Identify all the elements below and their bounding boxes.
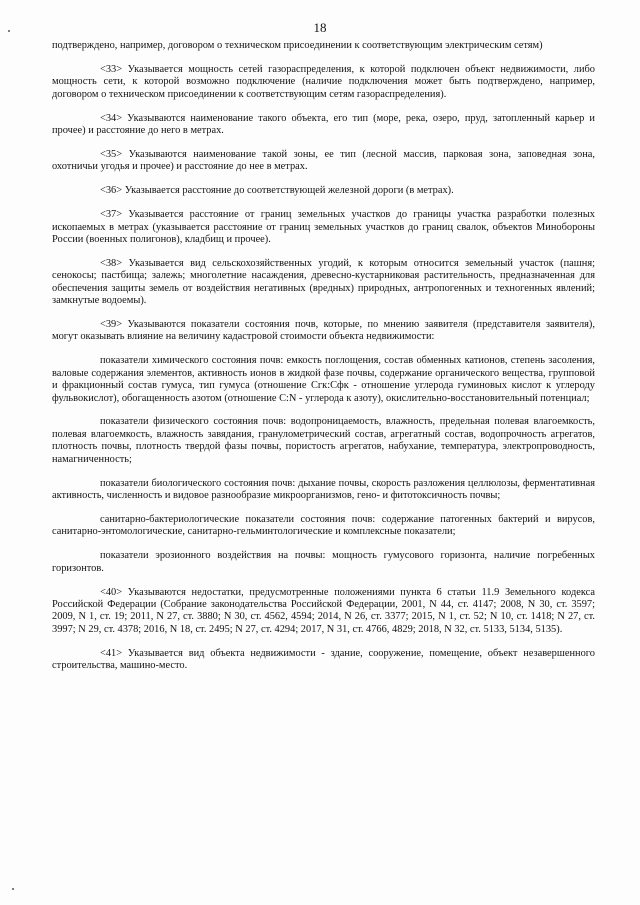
scan-speck (8, 30, 10, 32)
footnote-39: <39> Указываются показатели состояния почв, которые, по мнению заявителя (представителя заявителя), могут оказывать влияние на величину кадастровой стоимости объекта недвижимости: (52, 319, 595, 343)
footnote-35: <35> Указываются наименование такой зоны, ее тип (лесной массив, парковая зона, заповедная зона, охотничьи угодья и прочее) и расстояние до нее в метрах. (52, 148, 595, 173)
soil-physical-indicators: показатели физического состояния почв: водопроницаемость, влажность, предельная полевая влагоемкость, полевая влагоемкость, влажность завядания, гранулометрический состав, агрегатный состав, водопрочность агрегатов, плотность почвы, плотность твердой фазы почвы, пористость агрегатов, набухание, температура, электропроводность, намагниченность; (52, 416, 595, 465)
soil-sanitary-indicators: санитарно-бактериологические показатели состояния почв: содержание патогенных бактерий и вирусов, санитарно-энтомологические, санитарно-гельминтологические и комплексные показатели; (52, 513, 595, 538)
footnote-34: <34> Указываются наименование такого объекта, его тип (море, река, озеро, пруд, затопленный карьер и прочее) и расстояние до него в метрах. (52, 112, 595, 137)
soil-erosion-indicators: показатели эрозионного воздействия на почвы: мощность гумусового горизонта, наличие погребенных горизонтов. (52, 550, 595, 574)
soil-chemical-indicators: показатели химического состояния почв: емкость поглощения, состав обменных катионов, степень засоления, валовые содержания элементов, активность ионов в жидкой фазе почвы, содержание органического вещества, групповой и фракционный состав гумуса, тип гумуса (отношение Сгк:Сфк - отношение углерода гуминовых кислот к углероду фульвокислот), обогащенность азотом (отношение C:N - углерода к азоту), окислительно-восстановительный потенциал; (52, 355, 595, 404)
document-body (52, 40, 595, 684)
scan-speck (12, 888, 14, 890)
footnote-36: <36> Указывается расстояние до соответствующей железной дороги (в метрах). (100, 185, 454, 197)
footnote-37: <37> Указывается расстояние от границ земельных участков до границы участка разработки полезных ископаемых в метрах (указывается расстояние от границ земельных участков до границ свалок, объектов Минобороны России (военных полигонов), кладбищ и прочее). (52, 209, 595, 245)
footnote-33: <33> Указывается мощность сетей газораспределения, к которой подключен объект недвижимости, либо мощность сети, к которой возможно подключение (наличие подключения может быть подтверждено, например, договором о техническом присоединении к соответствующим сетям газораспределения). (52, 63, 595, 100)
soil-biological-indicators: показатели биологического состояния почв: дыхание почвы, скорость разложения целлюлозы, ферментативная активность, численность и видовое разнообразие микроорганизмов, гено- и фитотоксичность почвы; (52, 477, 595, 501)
footnote-38: <38> Указывается вид сельскохозяйственных угодий, к которым относится земельный участок (пашня; сенокосы; пастбища; залежь; многолетние насаждения, древесно-кустарниковая растительность, предназначенная для обеспечения защиты земель от воздействия негативных (вредных) природных, антропогенных и техногенных явлений; замкнутые водоемы). (52, 257, 595, 307)
page-number: 18 (313, 20, 327, 35)
paragraph-continuation: подтверждено, например, договором о техническом присоединении к соответствующим электрическим сетям) (52, 40, 543, 51)
footnote-40: <40> Указываются недостатки, предусмотренные положениями пункта 6 статьи 11.9 Земельного кодекса Российской Федерации (Собрание законодательства Российской Федерации, 2001, N 44, ст. 4147; 2008, N 30, ст. 3597; 2009, N 1, ст. 19; 2011, N 27, ст. 3880; N 30, ст. 4562, 4594; 2014, N 26, ст. 3377; 2015, N 1, ст. 52; N 10, ст. 1418; N 27, ст. 3997; N 29, ст. 4378; 2016, N 18, ст. 2495; N 27, ст. 4294; 2017, N 31, ст. 4766, 4829; 2018, N 32, ст. 5133, 5134, 5135). (52, 586, 595, 635)
footnote-41: <41> Указывается вид объекта недвижимости - здание, сооружение, помещение, объект незавершенного строительства, машино-место. (52, 647, 595, 672)
